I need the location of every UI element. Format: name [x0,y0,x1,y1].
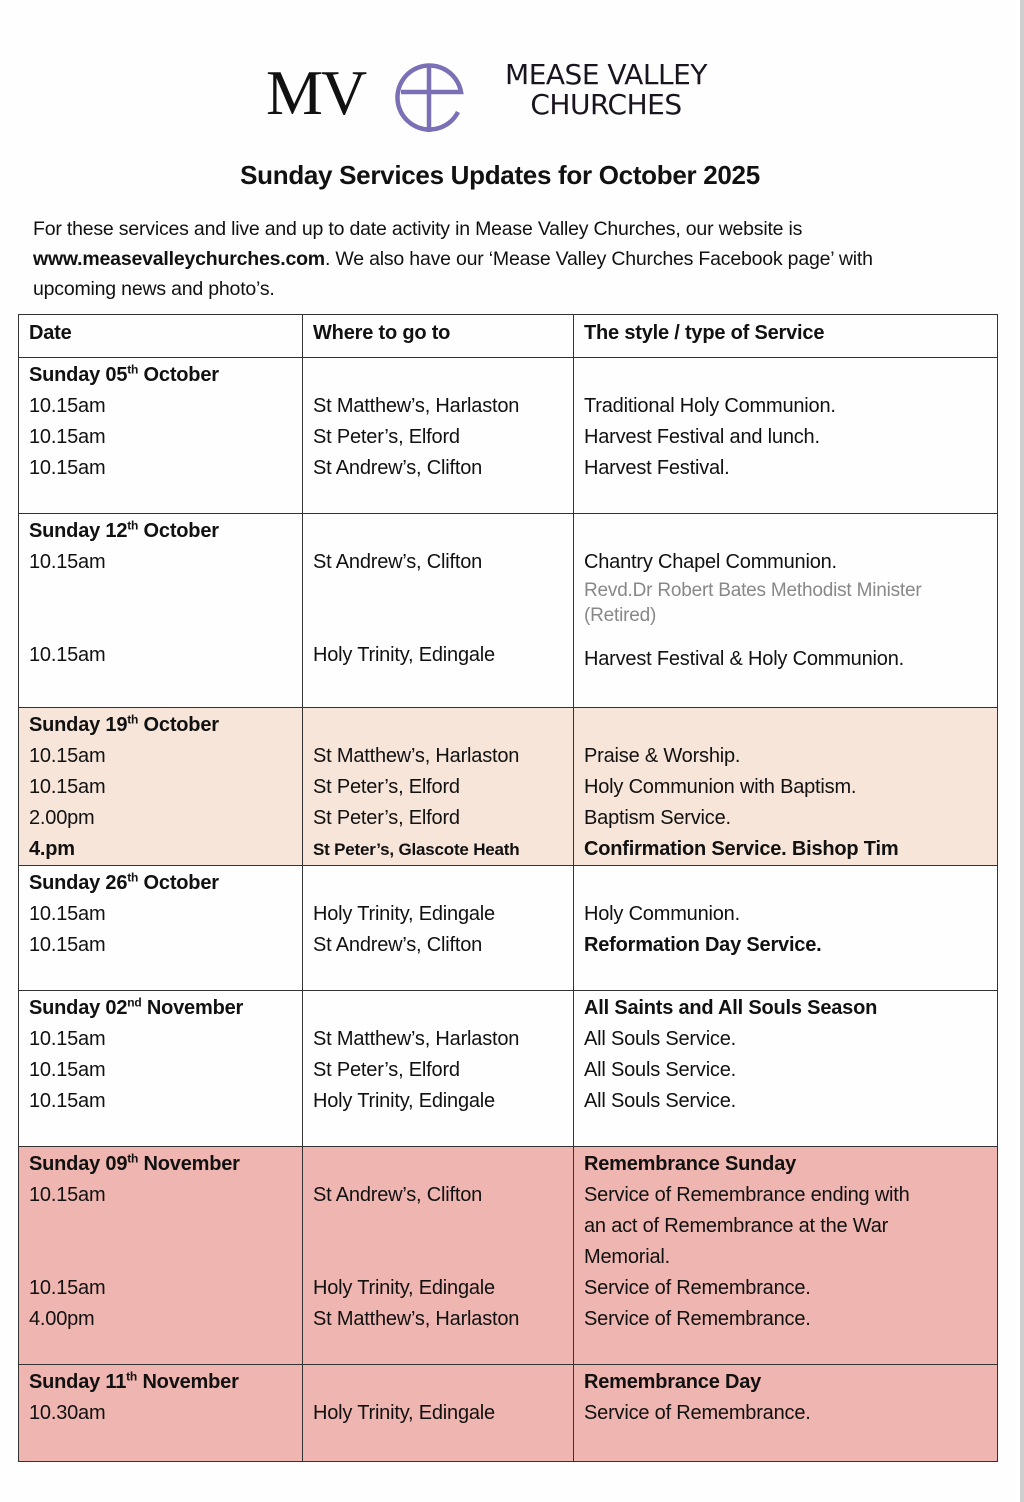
table-row-oct-26 [19,866,998,991]
church-of-england-cross-icon [394,62,468,134]
date-cell [19,708,303,866]
place: St Andrew’s, Clifton [313,551,483,573]
service: Chantry Chapel Communion. [584,551,837,573]
time: 2.00pm [29,807,95,829]
time: 10.30am [29,1402,106,1424]
time: 10.15am [29,457,106,479]
place: St Andrew’s, Clifton [313,457,483,479]
service: Service of Remembrance ending with [584,1184,910,1206]
time: 10.15am [29,776,106,798]
intro-text-after: . We also have our ‘Mease Valley Churches Facebook page’ with upcoming news and photo’s. [33,248,873,300]
header-date: Date [19,315,303,358]
service-cell [574,358,998,514]
place-cell [303,708,574,866]
place-cell [303,1147,574,1365]
section-date: Sunday 11th November [29,1369,239,1393]
time: 10.15am [29,903,106,925]
table-row-nov-09 [19,1147,998,1365]
section-heading: Remembrance Day [584,1371,762,1393]
date-cell [19,991,303,1147]
service-cell [574,991,998,1147]
table-row-nov-11 [19,1365,998,1462]
place: Holy Trinity, Edingale [313,1090,495,1112]
time: 10.15am [29,934,106,956]
place: Holy Trinity, Edingale [313,1402,495,1424]
logo-name [486,60,726,120]
page-edge-strip [1020,0,1024,1502]
service: Harvest Festival and lunch. [584,426,820,448]
header-where: Where to go to [303,315,574,358]
section-date: Sunday 09th November [29,1151,240,1175]
place-cell [303,514,574,708]
table-row-oct-05 [19,358,998,514]
date-cell [19,1147,303,1365]
time: 10.15am [29,426,106,448]
date-cell [19,1365,303,1462]
time: 10.15am [29,551,106,573]
service: Service of Remembrance. [584,1308,811,1330]
time: 4.pm [29,838,75,860]
services-table [18,314,998,1462]
service: All Souls Service. [584,1059,737,1081]
service: All Souls Service. [584,1090,737,1112]
service-cell [574,708,998,866]
service: an act of Remembrance at the War [584,1215,889,1237]
place: Holy Trinity, Edingale [313,644,495,666]
service-cell [574,1147,998,1365]
table-row-nov-02 [19,991,998,1147]
place: Holy Trinity, Edingale [313,903,495,925]
place-cell [303,358,574,514]
place: St Peter’s, Elford [313,807,460,829]
table-header-row [19,315,998,358]
date-cell [19,866,303,991]
place: St Peter’s, Glascote Heath [313,840,520,859]
place-cell [303,866,574,991]
table-row-oct-12 [19,514,998,708]
logo-name-line2: CHURCHES [530,88,682,121]
header-service-type: The style / type of Service [574,315,998,358]
service: Service of Remembrance. [584,1402,811,1424]
service-cell [574,1365,998,1462]
place: St Peter’s, Elford [313,426,460,448]
section-date: Sunday 26th October [29,870,219,894]
logo-monogram: MV [266,57,366,128]
place: St Matthew’s, Harlaston [313,1028,520,1050]
service-cell [574,866,998,991]
date-cell [19,514,303,708]
service: All Souls Service. [584,1028,737,1050]
service: Memorial. [584,1246,670,1268]
service-note: Revd.Dr Robert Bates Methodist Minister [584,580,922,601]
service: Confirmation Service. Bishop Tim [584,838,899,860]
place-cell [303,991,574,1147]
place: St Andrew’s, Clifton [313,1184,483,1206]
service: Praise & Worship. [584,745,741,767]
service: Service of Remembrance. [584,1277,811,1299]
service: Harvest Festival & Holy Communion. [584,648,904,670]
table-row-oct-19 [19,708,998,866]
section-heading: All Saints and All Souls Season [584,997,878,1019]
section-heading: Remembrance Sunday [584,1153,797,1175]
place: Holy Trinity, Edingale [313,1277,495,1299]
time: 10.15am [29,1277,106,1299]
section-date: Sunday 05th October [29,362,219,386]
service-note: (Retired) [584,605,657,626]
time: 10.15am [29,395,106,417]
section-date: Sunday 19th October [29,712,219,736]
place: St Matthew’s, Harlaston [313,745,520,767]
service: Reformation Day Service. [584,934,822,956]
section-date: Sunday 12th October [29,518,219,542]
time: 10.15am [29,1028,106,1050]
place: St Peter’s, Elford [313,776,460,798]
service: Harvest Festival. [584,457,730,479]
time: 10.15am [29,644,106,666]
place: St Andrew’s, Clifton [313,934,483,956]
logo-name-line1: MEASE VALLEY [505,58,707,91]
time: 4.00pm [29,1308,95,1330]
place: St Matthew’s, Harlaston [313,395,520,417]
website-link[interactable]: www.measevalleychurches.com [33,248,325,270]
date-cell [19,358,303,514]
service-cell [574,514,998,708]
intro-paragraph [33,214,953,304]
time: 10.15am [29,1090,106,1112]
time: 10.15am [29,745,106,767]
time: 10.15am [29,1059,106,1081]
mease-valley-logo [266,56,726,136]
time: 10.15am [29,1184,106,1206]
service: Holy Communion. [584,903,740,925]
place-cell [303,1365,574,1462]
place: St Matthew’s, Harlaston [313,1308,520,1330]
service: Holy Communion with Baptism. [584,776,857,798]
intro-text-before: For these services and live and up to date activity in Mease Valley Churches, our website is [33,218,803,240]
section-date: Sunday 02nd November [29,995,244,1019]
service: Baptism Service. [584,807,731,829]
service: Traditional Holy Communion. [584,395,836,417]
page-title: Sunday Services Updates for October 2025 [240,160,760,190]
place: St Peter’s, Elford [313,1059,460,1081]
